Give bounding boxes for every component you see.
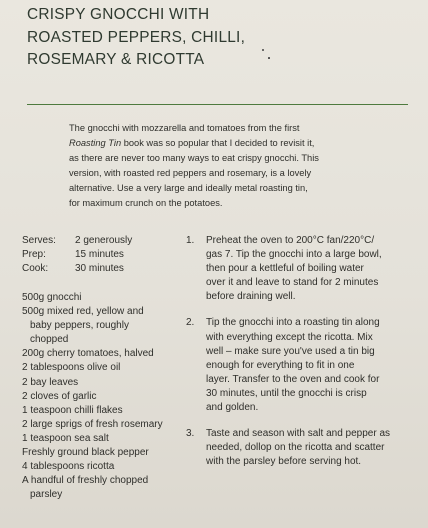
recipe-title [27,4,245,72]
ingredient-item [22,291,163,305]
ingredient-item [22,376,163,390]
step-text [206,234,382,304]
intro-line: for maximum crunch on the potatoes. [69,198,223,209]
intro-line: The gnocchi with mozzarella and tomatoes from the first [69,123,300,133]
intro-line: alternative. Use a very large and ideally metal roasting tin, [69,183,308,194]
intro-line: version, with roasted red peppers and rosemary, is a lovely [69,168,312,179]
ingredient-text-continued: parsley [30,489,63,501]
title-divider [27,104,408,105]
ingredient-text: 1 teaspoon sea salt [22,432,109,444]
recipe-meta [22,234,132,276]
paper-speck [268,57,270,59]
ingredient-item [22,390,163,404]
ingredient-text: A handful of freshly chopped [22,475,149,487]
method-step [186,234,406,304]
ingredient-text: 500g mixed red, yellow and [22,306,144,318]
ingredient-item [22,432,163,446]
recipe-intro [69,121,397,212]
method-step [186,427,406,469]
ingredients-list [22,291,163,502]
step-text [206,316,380,415]
title-line: ROSEMARY & RICOTTA [27,51,205,68]
step-line: with the parsley before serving hot. [206,456,362,468]
step-number: 1. [186,235,195,246]
step-number: 3. [186,428,195,440]
serves-label: Serves: [22,235,56,246]
title-line: CRISPY GNOCCHI WITH [27,6,210,23]
step-line: then pour a kettleful of boiling water [206,263,364,275]
title-line: ROASTED PEPPERS, CHILLI, [27,28,246,46]
ingredient-text: 2 cloves of garlic [22,390,97,402]
ingredient-text: 2 tablespoons olive oil [22,362,121,374]
intro-line: as there are never too many ways to eat crispy gnocchi. This [69,153,319,164]
ingredient-text: Freshly ground black pepper [22,447,149,459]
method-step [186,316,406,415]
step-line: Tip the gnocchi into a roasting tin along [206,317,380,329]
step-line: enough for everything to fit in one [206,359,355,371]
ingredient-text: 2 large sprigs of fresh rosemary [22,418,163,430]
step-line: well – make sure you've used a tin big [206,345,375,357]
prep-row [22,248,132,262]
ingredient-text: 1 teaspoon chilli flakes [22,404,123,416]
intro-line: Roasting Tin book was so popular that I decided to revisit it, [69,138,315,149]
prep-value: 15 minutes [75,249,124,260]
step-line: before draining well. [206,291,296,303]
serves-row [22,234,132,248]
step-line: over it and leave to stand for 2 minutes [206,277,379,289]
ingredient-text: 500g gnocchi [22,292,82,303]
cook-label: Cook: [22,263,49,274]
step-line: with everything except the ricotta. Mix [206,331,373,343]
ingredient-text: 4 tablespoons ricotta [22,461,115,473]
method-steps [186,234,406,481]
ingredient-text: 200g cherry tomatoes, halved [22,348,154,360]
step-line: Taste and season with salt and pepper as [206,428,391,440]
ingredient-text-continued: baby peppers, roughly [30,320,129,332]
serves-value: 2 generously [75,235,133,246]
ingredient-item [22,404,163,418]
step-line: gas 7. Tip the gnocchi into a large bowl, [206,249,382,261]
ingredient-item [22,446,163,460]
cook-value: 30 minutes [75,263,124,274]
ingredient-item [22,460,163,474]
step-line: 30 minutes, until the gnocchi is crisp [206,387,367,399]
prep-label: Prep: [22,249,46,260]
ingredient-text-continued: chopped [30,334,69,346]
ingredient-item [22,361,163,375]
ingredient-text: 2 bay leaves [22,376,79,388]
step-line: layer. Transfer to the oven and cook for [206,373,380,385]
ingredient-item [22,474,163,502]
step-text [206,427,390,469]
paper-speck [262,49,264,51]
cook-row [22,262,132,276]
book-title-reference: Roasting Tin [69,138,122,149]
step-number: 2. [186,317,195,329]
step-line: and golden. [206,402,259,414]
step-line: needed, dollop on the ricotta and scatter [206,442,385,454]
ingredient-item [22,305,163,347]
ingredient-item [22,418,163,432]
ingredient-item [22,347,163,361]
step-line: Preheat the oven to 200°C fan/220°C/ [206,235,375,246]
